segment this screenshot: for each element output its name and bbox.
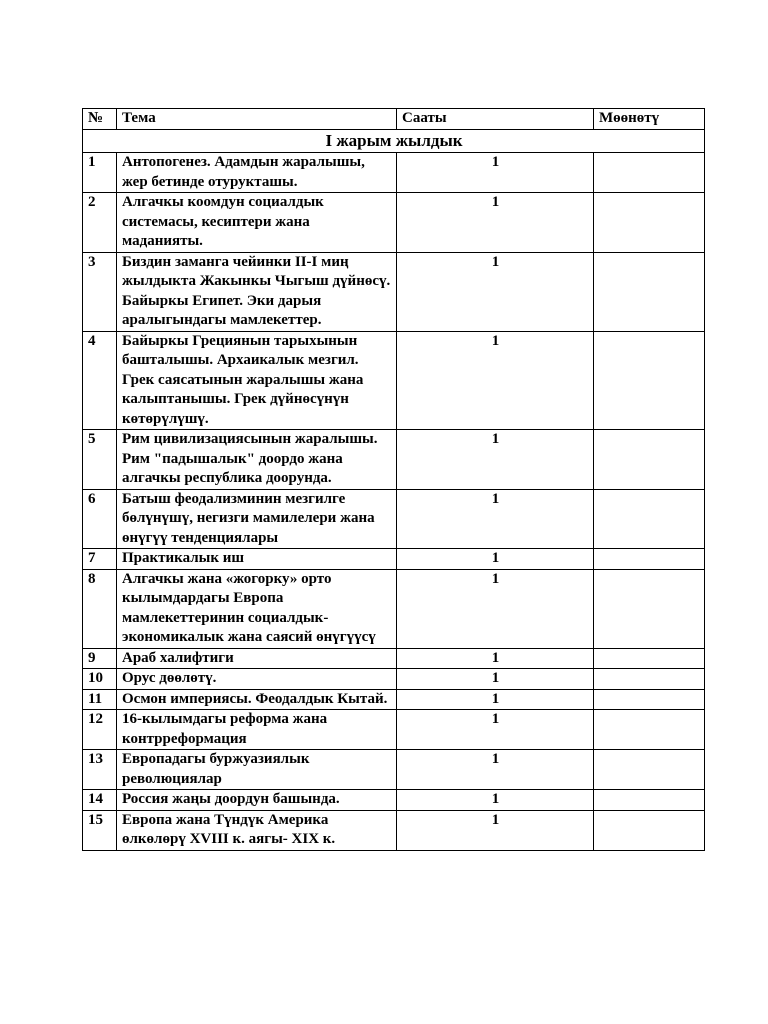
header-row (83, 109, 705, 130)
row-topic: Европадагы буржуазиялык революциялар (117, 750, 397, 790)
row-hours: 1 (397, 648, 594, 669)
header-num: № (83, 109, 117, 130)
row-num: 15 (83, 810, 117, 850)
row-num: 7 (83, 549, 117, 570)
row-hours: 1 (397, 430, 594, 490)
row-num: 4 (83, 331, 117, 430)
row-num: 5 (83, 430, 117, 490)
section-title: I жарым жылдык (83, 130, 705, 153)
row-deadline (594, 252, 705, 331)
row-num: 3 (83, 252, 117, 331)
row-hours: 1 (397, 153, 594, 193)
row-num: 10 (83, 669, 117, 690)
row-hours: 1 (397, 331, 594, 430)
row-topic: Осмон империясы. Феодалдык Кытай. (117, 689, 397, 710)
header-topic: Тема (117, 109, 397, 130)
table-row (83, 193, 705, 253)
row-num: 14 (83, 790, 117, 811)
row-topic: Практикалык иш (117, 549, 397, 570)
row-deadline (594, 669, 705, 690)
row-topic: Россия жаңы доордун башында. (117, 790, 397, 811)
row-hours: 1 (397, 193, 594, 253)
row-topic: Орус дөөлөтү. (117, 669, 397, 690)
row-deadline (594, 331, 705, 430)
row-hours: 1 (397, 750, 594, 790)
header-hours: Сааты (397, 109, 594, 130)
row-num: 1 (83, 153, 117, 193)
row-hours: 1 (397, 689, 594, 710)
row-num: 2 (83, 193, 117, 253)
table-row (83, 648, 705, 669)
table-body (83, 130, 705, 851)
row-topic: Араб халифтиги (117, 648, 397, 669)
row-num: 6 (83, 489, 117, 549)
row-num: 8 (83, 569, 117, 648)
row-topic: Европа жана Түндүк Америка өлкөлөрү XVIII к. аягы- XIX к. (117, 810, 397, 850)
row-hours: 1 (397, 810, 594, 850)
row-topic: Алгачкы коомдун социалдык системасы, кесиптери жана маданияты. (117, 193, 397, 253)
row-num: 12 (83, 710, 117, 750)
table-row (83, 710, 705, 750)
table-row (83, 790, 705, 811)
row-deadline (594, 549, 705, 570)
table-row (83, 750, 705, 790)
row-num: 13 (83, 750, 117, 790)
row-hours: 1 (397, 252, 594, 331)
row-deadline (594, 710, 705, 750)
row-topic: Алгачкы жана «жогорку» орто кылымдардагы Европа мамлекеттеринин социалдык-экономикалык жана саясий өнүгүүсү (117, 569, 397, 648)
table-row (83, 569, 705, 648)
section-row (83, 130, 705, 153)
row-topic: Биздин заманга чейинки II-I миң жылдыкта Жакынкы Чыгыш дүйнөсү. Байыркы Египет. Эки дарыя аралыгындагы мамлекеттер. (117, 252, 397, 331)
row-hours: 1 (397, 710, 594, 750)
table-row (83, 153, 705, 193)
table-row (83, 430, 705, 490)
row-num: 9 (83, 648, 117, 669)
row-deadline (594, 489, 705, 549)
row-deadline (594, 790, 705, 811)
row-deadline (594, 648, 705, 669)
row-deadline (594, 193, 705, 253)
row-hours: 1 (397, 669, 594, 690)
row-deadline (594, 569, 705, 648)
table-row (83, 549, 705, 570)
row-deadline (594, 153, 705, 193)
row-deadline (594, 750, 705, 790)
table-row (83, 810, 705, 850)
row-num: 11 (83, 689, 117, 710)
row-topic: Батыш феодализминин мезгилге бөлүнүшү, негизги мамилелери жана өнүгүү тенденциялары (117, 489, 397, 549)
row-topic: Антопогенез. Адамдын жаралышы, жер бетинде отурукташы. (117, 153, 397, 193)
row-topic: Байыркы Грециянын тарыхынын башталышы. Архаикалык мезгил. Грек саясатынын жаралышы жана калыптанышы. Грек дүйнөсүнүн көтөрүлүшү. (117, 331, 397, 430)
table-row (83, 252, 705, 331)
row-hours: 1 (397, 569, 594, 648)
row-topic: Рим цивилизациясынын жаралышы. Рим "падышалык" доордо жана алгачкы республика доорунда. (117, 430, 397, 490)
row-hours: 1 (397, 549, 594, 570)
table-row (83, 669, 705, 690)
header-deadline: Мөөнөтү (594, 109, 705, 130)
row-hours: 1 (397, 489, 594, 549)
row-deadline (594, 810, 705, 850)
row-topic: 16-кылымдагы реформа жана контрреформация (117, 710, 397, 750)
schedule-table (82, 108, 705, 851)
row-hours: 1 (397, 790, 594, 811)
table-row (83, 689, 705, 710)
table-row (83, 331, 705, 430)
row-deadline (594, 689, 705, 710)
row-deadline (594, 430, 705, 490)
table-row (83, 489, 705, 549)
